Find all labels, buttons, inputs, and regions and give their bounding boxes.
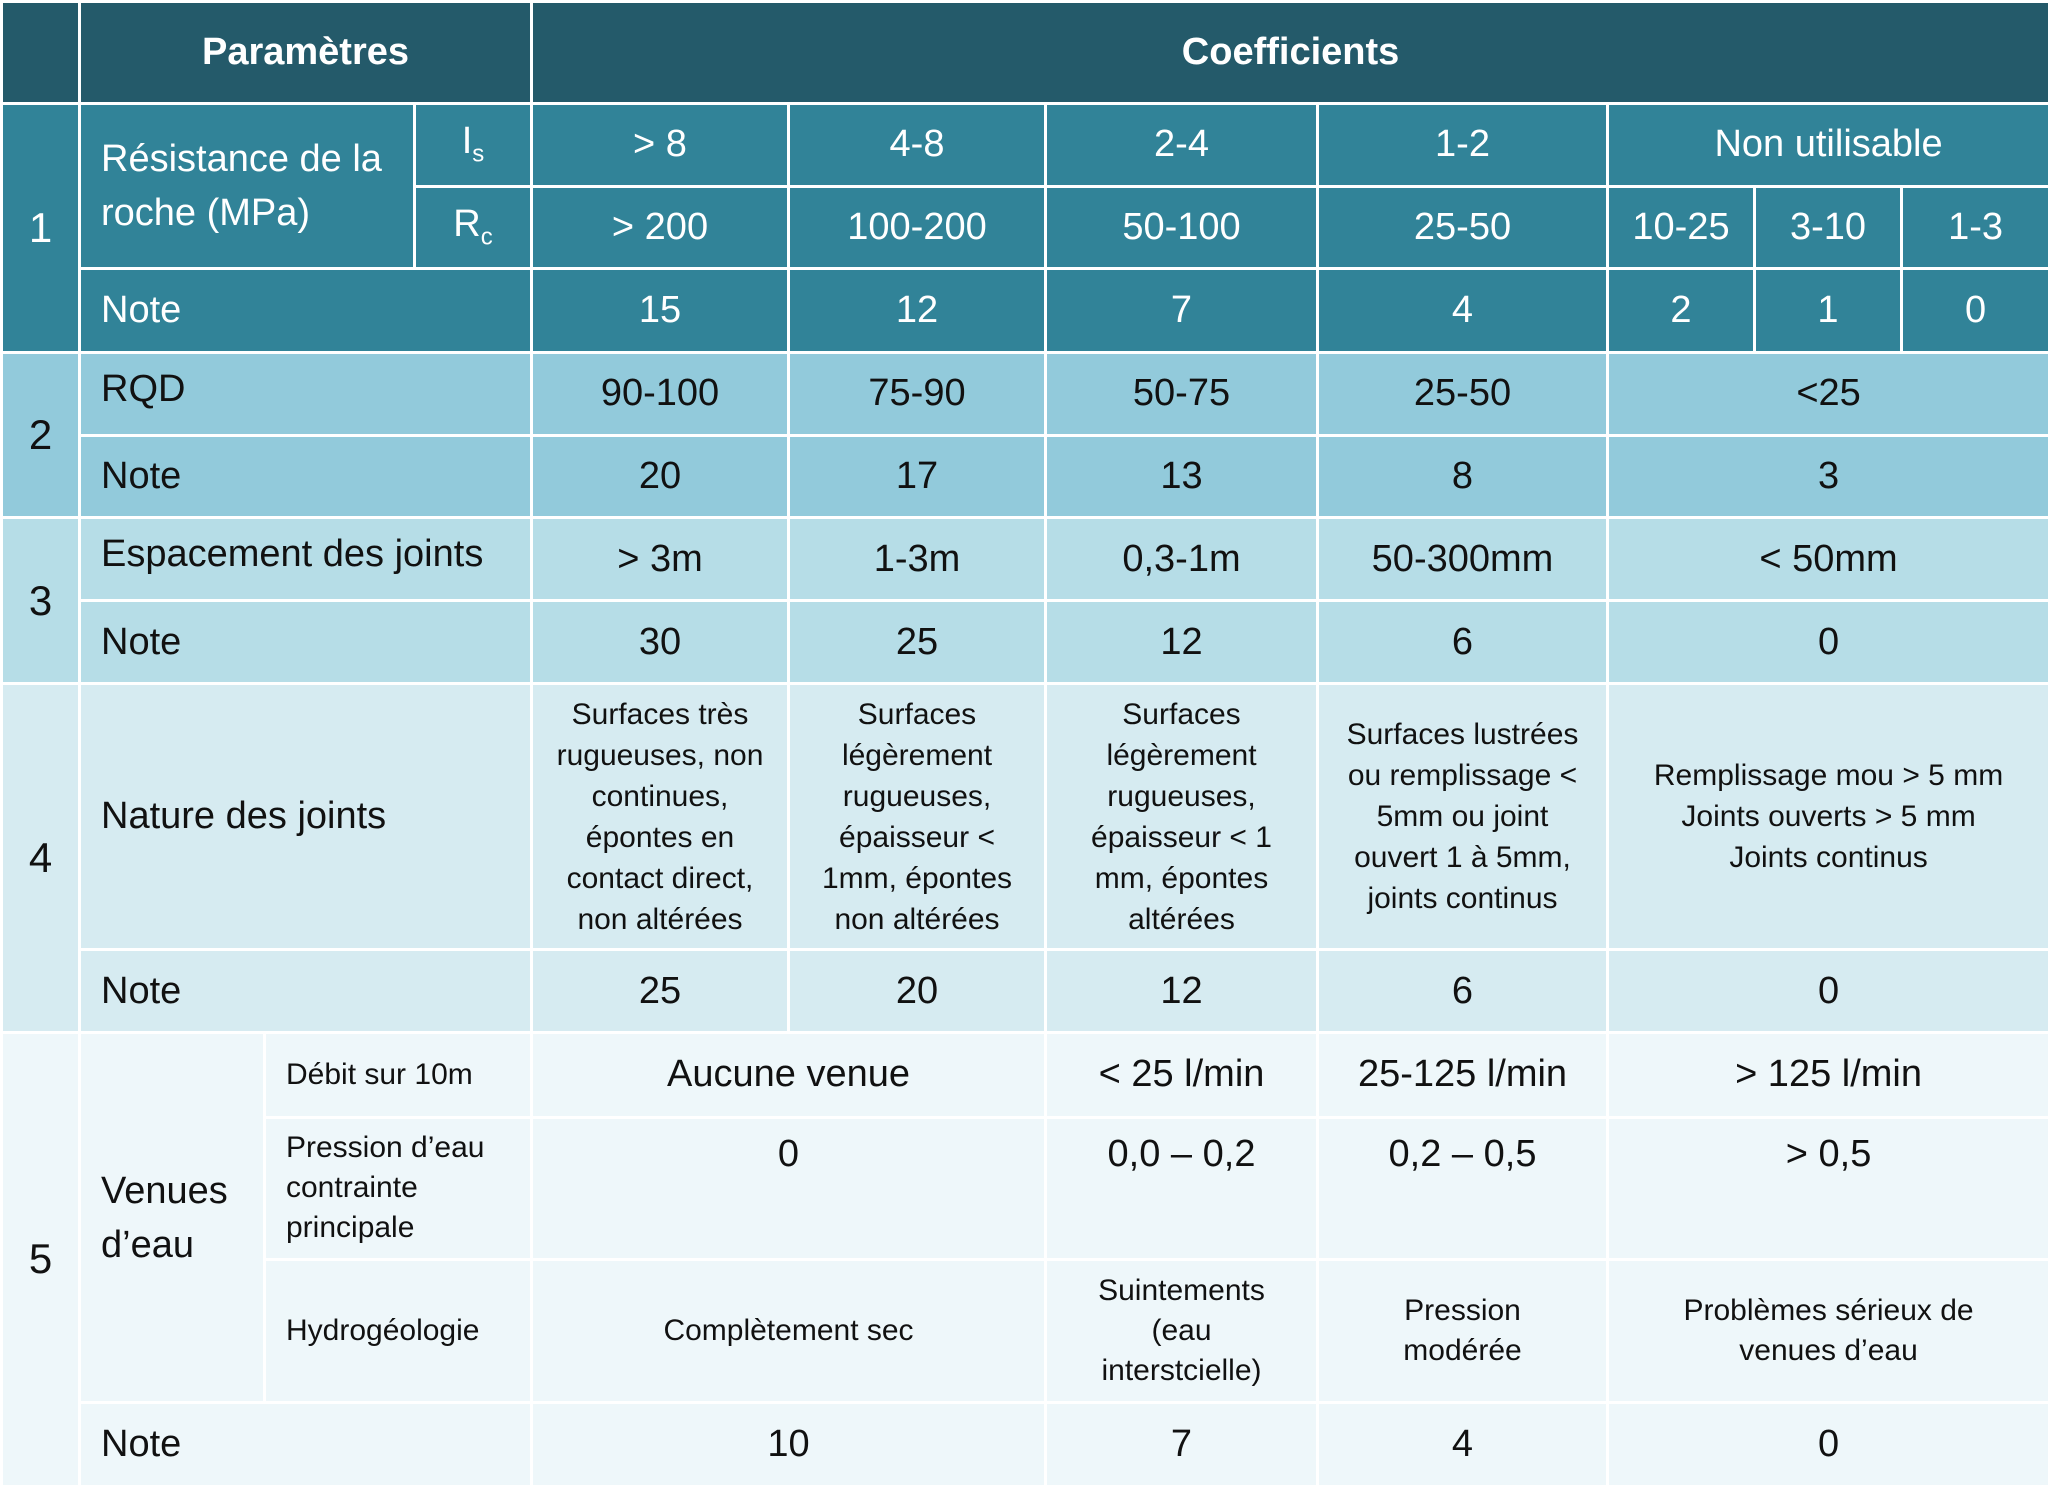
is-value-2: 4-8 bbox=[789, 103, 1046, 186]
note-2-3: 13 bbox=[1046, 435, 1318, 518]
nature-desc-2 bbox=[789, 683, 1046, 949]
espacement-value-3: 0,3-1m bbox=[1046, 518, 1318, 601]
note-3-4: 6 bbox=[1318, 601, 1608, 684]
note-2-1: 20 bbox=[532, 435, 789, 518]
pression-value-4: > 0,5 bbox=[1608, 1117, 2048, 1259]
note-1-6: 1 bbox=[1755, 269, 1902, 353]
nature-desc-1-line: contact direct, bbox=[566, 861, 754, 895]
rc-value-7: 1-3 bbox=[1902, 186, 2048, 269]
hydro-value-1 bbox=[532, 1259, 1046, 1402]
note-4-1: 25 bbox=[532, 950, 789, 1033]
rc-value-5: 10-25 bbox=[1608, 186, 1755, 269]
note-5-2: 7 bbox=[1046, 1403, 1318, 1487]
rc-value-3: 50-100 bbox=[1046, 186, 1318, 269]
note-5-4: 0 bbox=[1608, 1403, 2048, 1487]
rqd-label: RQD bbox=[80, 353, 532, 436]
note-4-3: 12 bbox=[1046, 950, 1318, 1033]
nature-desc-5-line: Joints ouverts > 5 mm bbox=[1681, 800, 1976, 834]
note-4-4: 6 bbox=[1318, 950, 1608, 1033]
rc-value-6: 3-10 bbox=[1755, 186, 1902, 269]
resistance-label-line2: roche (MPa) bbox=[101, 192, 311, 235]
is-value-3: 2-4 bbox=[1046, 103, 1318, 186]
nature-desc-4-line: ouvert 1 à 5mm, bbox=[1354, 841, 1571, 875]
nature-desc-2-line: épaisseur < bbox=[839, 820, 995, 854]
rc-symbol-sub: c bbox=[480, 223, 493, 251]
nature-desc-2-line: Surfaces bbox=[857, 697, 977, 731]
is-symbol-main: I bbox=[461, 120, 473, 163]
note-label-3: Note bbox=[80, 601, 532, 684]
note-1-3: 7 bbox=[1046, 269, 1318, 353]
note-3-3: 12 bbox=[1046, 601, 1318, 684]
header-corner bbox=[2, 2, 80, 104]
rqd-value-5: <25 bbox=[1608, 353, 2048, 436]
note-label-5: Note bbox=[80, 1403, 532, 1487]
hydro-value-4-line: venues d’eau bbox=[1739, 1334, 1918, 1368]
note-1-5: 2 bbox=[1608, 269, 1755, 353]
is-value-1: > 8 bbox=[532, 103, 789, 186]
row-number-3: 3 bbox=[2, 518, 80, 683]
nature-desc-3-line: altérées bbox=[1128, 902, 1235, 936]
nature-desc-1-line: Surfaces très bbox=[571, 697, 749, 731]
hydro-value-2-line: interstcielle) bbox=[1101, 1354, 1262, 1388]
nature-desc-1-line: non altérées bbox=[577, 902, 743, 936]
nature-desc-5-line: Remplissage mou > 5 mm bbox=[1653, 759, 2004, 793]
rqd-value-1: 90-100 bbox=[532, 353, 789, 436]
nature-desc-2-line: légèrement bbox=[841, 738, 993, 772]
venues-label-line2: d’eau bbox=[101, 1223, 194, 1266]
note-1-4: 4 bbox=[1318, 269, 1608, 353]
hydro-value-4 bbox=[1608, 1259, 2048, 1402]
note-1-7: 0 bbox=[1902, 269, 2048, 353]
debit-value-3: 25-125 l/min bbox=[1318, 1032, 1608, 1117]
resistance-label-line1: Résistance de la bbox=[101, 138, 382, 181]
rqd-value-2: 75-90 bbox=[789, 353, 1046, 436]
nature-label: Nature des joints bbox=[80, 683, 532, 949]
debit-value-1: Aucune venue bbox=[532, 1032, 1046, 1117]
nature-desc-3-line: mm, épontes bbox=[1094, 861, 1269, 895]
pression-value-2: 0,0 – 0,2 bbox=[1046, 1117, 1318, 1259]
note-1-1: 15 bbox=[532, 269, 789, 353]
espacement-value-2: 1-3m bbox=[789, 518, 1046, 601]
hydro-value-3-line: Pression bbox=[1404, 1294, 1521, 1328]
nature-desc-3-line: épaisseur < 1 bbox=[1091, 820, 1272, 854]
nature-desc-2-line: non altérées bbox=[834, 902, 1000, 936]
nature-desc-2-line: 1mm, épontes bbox=[821, 861, 1013, 895]
nature-desc-4 bbox=[1318, 683, 1608, 949]
espacement-value-5: < 50mm bbox=[1608, 518, 2048, 601]
nature-desc-4-line: Surfaces lustrées bbox=[1346, 718, 1579, 752]
note-3-5: 0 bbox=[1608, 601, 2048, 684]
is-value-4: 1-2 bbox=[1318, 103, 1608, 186]
note-1-2: 12 bbox=[789, 269, 1046, 353]
note-3-1: 30 bbox=[532, 601, 789, 684]
debit-value-2: < 25 l/min bbox=[1046, 1032, 1318, 1117]
pression-label-line: Pression d’eau bbox=[286, 1131, 485, 1165]
debit-value-4: > 125 l/min bbox=[1608, 1032, 2048, 1117]
nature-desc-1 bbox=[532, 683, 789, 949]
note-5-3: 4 bbox=[1318, 1403, 1608, 1487]
row-number-1: 1 bbox=[2, 103, 80, 352]
hydro-label: Hydrogéologie bbox=[265, 1259, 532, 1402]
note-label-2: Note bbox=[80, 435, 532, 518]
nature-desc-2-line: rugueuses, bbox=[842, 779, 992, 813]
nature-desc-5-line: Joints continus bbox=[1729, 841, 1928, 875]
is-symbol bbox=[415, 103, 532, 186]
header-parametres: Paramètres bbox=[80, 2, 532, 104]
is-value-5: Non utilisable bbox=[1608, 103, 2048, 186]
row-number-4: 4 bbox=[2, 683, 80, 1032]
note-2-2: 17 bbox=[789, 435, 1046, 518]
rc-value-1: > 200 bbox=[532, 186, 789, 269]
note-5-1: 10 bbox=[532, 1403, 1046, 1487]
note-label-1: Note bbox=[80, 269, 532, 353]
hydro-value-2 bbox=[1046, 1259, 1318, 1402]
note-2-5: 3 bbox=[1608, 435, 2048, 518]
espacement-value-1: > 3m bbox=[532, 518, 789, 601]
resistance-label bbox=[80, 103, 415, 268]
is-symbol-sub: s bbox=[472, 141, 485, 169]
venues-label bbox=[80, 1032, 265, 1402]
hydro-value-1-line: Complètement sec bbox=[663, 1314, 914, 1348]
venues-label-line1: Venues bbox=[101, 1169, 228, 1212]
nature-desc-5 bbox=[1608, 683, 2048, 949]
nature-desc-3-line: Surfaces bbox=[1122, 697, 1241, 731]
hydro-value-3 bbox=[1318, 1259, 1608, 1402]
rc-value-2: 100-200 bbox=[789, 186, 1046, 269]
row-number-2: 2 bbox=[2, 353, 80, 518]
nature-desc-3-line: rugueuses, bbox=[1107, 779, 1256, 813]
pression-label-line: contrainte bbox=[286, 1171, 418, 1205]
espacement-label: Espacement des joints bbox=[80, 518, 532, 601]
rc-value-4: 25-50 bbox=[1318, 186, 1608, 269]
pression-value-3: 0,2 – 0,5 bbox=[1318, 1117, 1608, 1259]
row-number-5: 5 bbox=[2, 1032, 80, 1486]
nature-desc-3-line: légèrement bbox=[1106, 738, 1257, 772]
hydro-value-3-line: modérée bbox=[1403, 1334, 1522, 1368]
nature-desc-4-line: 5mm ou joint bbox=[1376, 800, 1549, 834]
nature-desc-4-line: joints continus bbox=[1367, 882, 1558, 916]
hydro-value-4-line: Problèmes sérieux de bbox=[1683, 1294, 1974, 1328]
nature-desc-1-line: rugueuses, non bbox=[556, 738, 764, 772]
espacement-value-4: 50-300mm bbox=[1318, 518, 1608, 601]
pression-label bbox=[265, 1117, 532, 1259]
hydro-value-2-line: (eau bbox=[1151, 1314, 1212, 1348]
note-2-4: 8 bbox=[1318, 435, 1608, 518]
note-3-2: 25 bbox=[789, 601, 1046, 684]
rqd-value-3: 50-75 bbox=[1046, 353, 1318, 436]
nature-desc-4-line: ou remplissage < bbox=[1347, 759, 1578, 793]
note-4-2: 20 bbox=[789, 950, 1046, 1033]
rc-symbol bbox=[415, 186, 532, 269]
note-label-4: Note bbox=[80, 950, 532, 1033]
nature-desc-1-line: épontes en bbox=[585, 820, 735, 854]
note-4-5: 0 bbox=[1608, 950, 2048, 1033]
header-coefficients: Coefficients bbox=[532, 2, 2048, 104]
nature-desc-1-line: continues, bbox=[591, 779, 729, 813]
debit-label: Débit sur 10m bbox=[265, 1032, 532, 1117]
pression-value-1: 0 bbox=[532, 1117, 1046, 1259]
nature-desc-3 bbox=[1046, 683, 1318, 949]
hydro-value-2-line: Suintements bbox=[1098, 1274, 1265, 1308]
rc-symbol-main: R bbox=[453, 203, 481, 246]
pression-label-line: principale bbox=[286, 1211, 415, 1245]
rqd-value-4: 25-50 bbox=[1318, 353, 1608, 436]
